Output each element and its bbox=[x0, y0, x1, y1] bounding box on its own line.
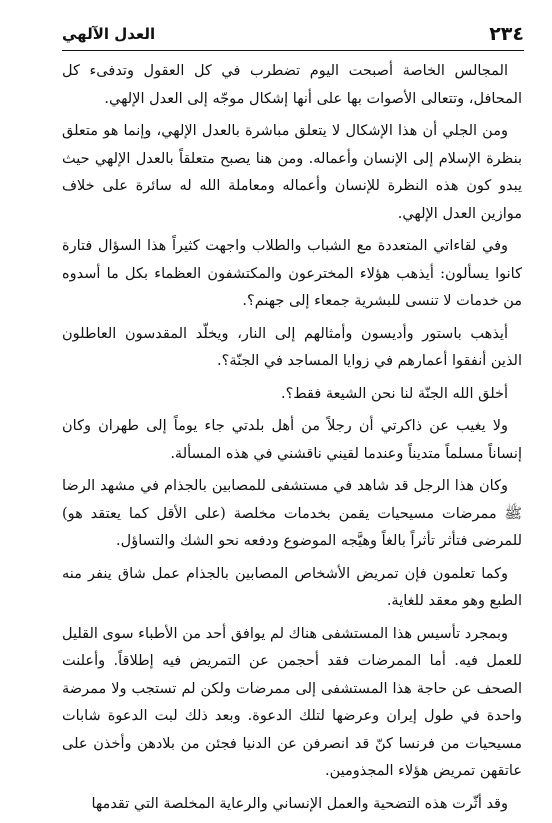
paragraph: وبمجرد تأسيس هذا المستشفى هناك لم يوافق أحد من الأطباء سوى القليل للعمل فيه. أما الممرضات فقد أحجمن عن التمريض فيه إطلاقاً. وأعلنت الصحف عن حاجة هذا المستشفى إلى ممرضات ولكن لم تستجب ولا ممرضة واحدة في طول إيران وعرضها لتلك الدعوة. وبعد ذلك لبت الدعوة شابات مسيحيات من فرنسا كنّ قد انصرفن عن الدنيا فجئن من بلادهن وأخذن على عاتقهن تمريض هؤلاء المجذومين. bbox=[61, 625, 522, 779]
paragraph: وكما تعلمون فإن تمريض الأشخاص المصابين بالجذام عمل شاق ينفر منه الطبع وهو معقد للغاية. bbox=[62, 565, 522, 609]
paragraph: المجالس الخاصة أصبحت اليوم تضطرب في كل العقول وتدفىء كل المحافل، وتتعالى الأصوات بها على أنها إشكال موجّه إلى العدل الإلهي. bbox=[62, 63, 522, 107]
header-rule bbox=[62, 50, 524, 51]
paragraph: أيذهب باستور وأديسون وأمثالهم إلى النار، ويخلّد المقدسون العاطلون الذين أنفقوا أعمارهم في زوايا المساجد في الجنّة؟. bbox=[62, 325, 522, 369]
paragraph: ومن الجلي أن هذا الإشكال لا يتعلق مباشرة بالعدل الإلهي، وإنما هو متعلق بنظرة الإسلام إلى الإنسان وأعماله. ومن هنا يصبح متعلقاً بالعدل الإلهي حيث يبدو كون هذه النظرة للإنسان وأعماله ومعاملة الله له سائرة على خلاف موازين العدل الإلهي. bbox=[62, 123, 522, 222]
running-title: العدل الآلهي bbox=[62, 25, 156, 43]
paragraph: أخلق الله الجنّة لنا نحن الشيعة فقط؟. bbox=[280, 385, 508, 402]
paragraph: وكان هذا الرجل قد شاهد في مستشفى للمصابين بالجذام في مشهد الرضا ﷺ ممرضات مسيحيات يقمن بخدمات مخلصة (على الأقل كما يعتقد هو) للمرضى فتأثر تأثراً بالغاً وهيَّجه الموضوع ودفعه نحو الشك والتساؤل. bbox=[62, 478, 522, 549]
page-number: ٢٣٤ bbox=[489, 23, 524, 45]
paragraph: وفي لقاءاتي المتعددة مع الشباب والطلاب واجهت كثيراً هذا السؤال فتارة كانوا يسألون: أيذهب هؤلاء المخترعون والمكتشفون العظماء بكل ما أسدوه من خدمات لا تنسى للبشرية جمعاء إلى جهنم؟. bbox=[62, 238, 522, 309]
paragraph: ولا يغيب عن ذاكرتي أن رجلاً من أهل بلدتي جاء يوماً إلى طهران وكان إنساناً مسلماً متديناً وعندما لقيني ناقشني في هذه المسألة. bbox=[62, 418, 522, 462]
page-header bbox=[62, 14, 524, 48]
paragraph: وقد أثّرت هذه التضحية والعمل الإنساني والرعاية المخلصة التي تقدمها bbox=[91, 795, 508, 812]
body-text bbox=[62, 58, 522, 823]
